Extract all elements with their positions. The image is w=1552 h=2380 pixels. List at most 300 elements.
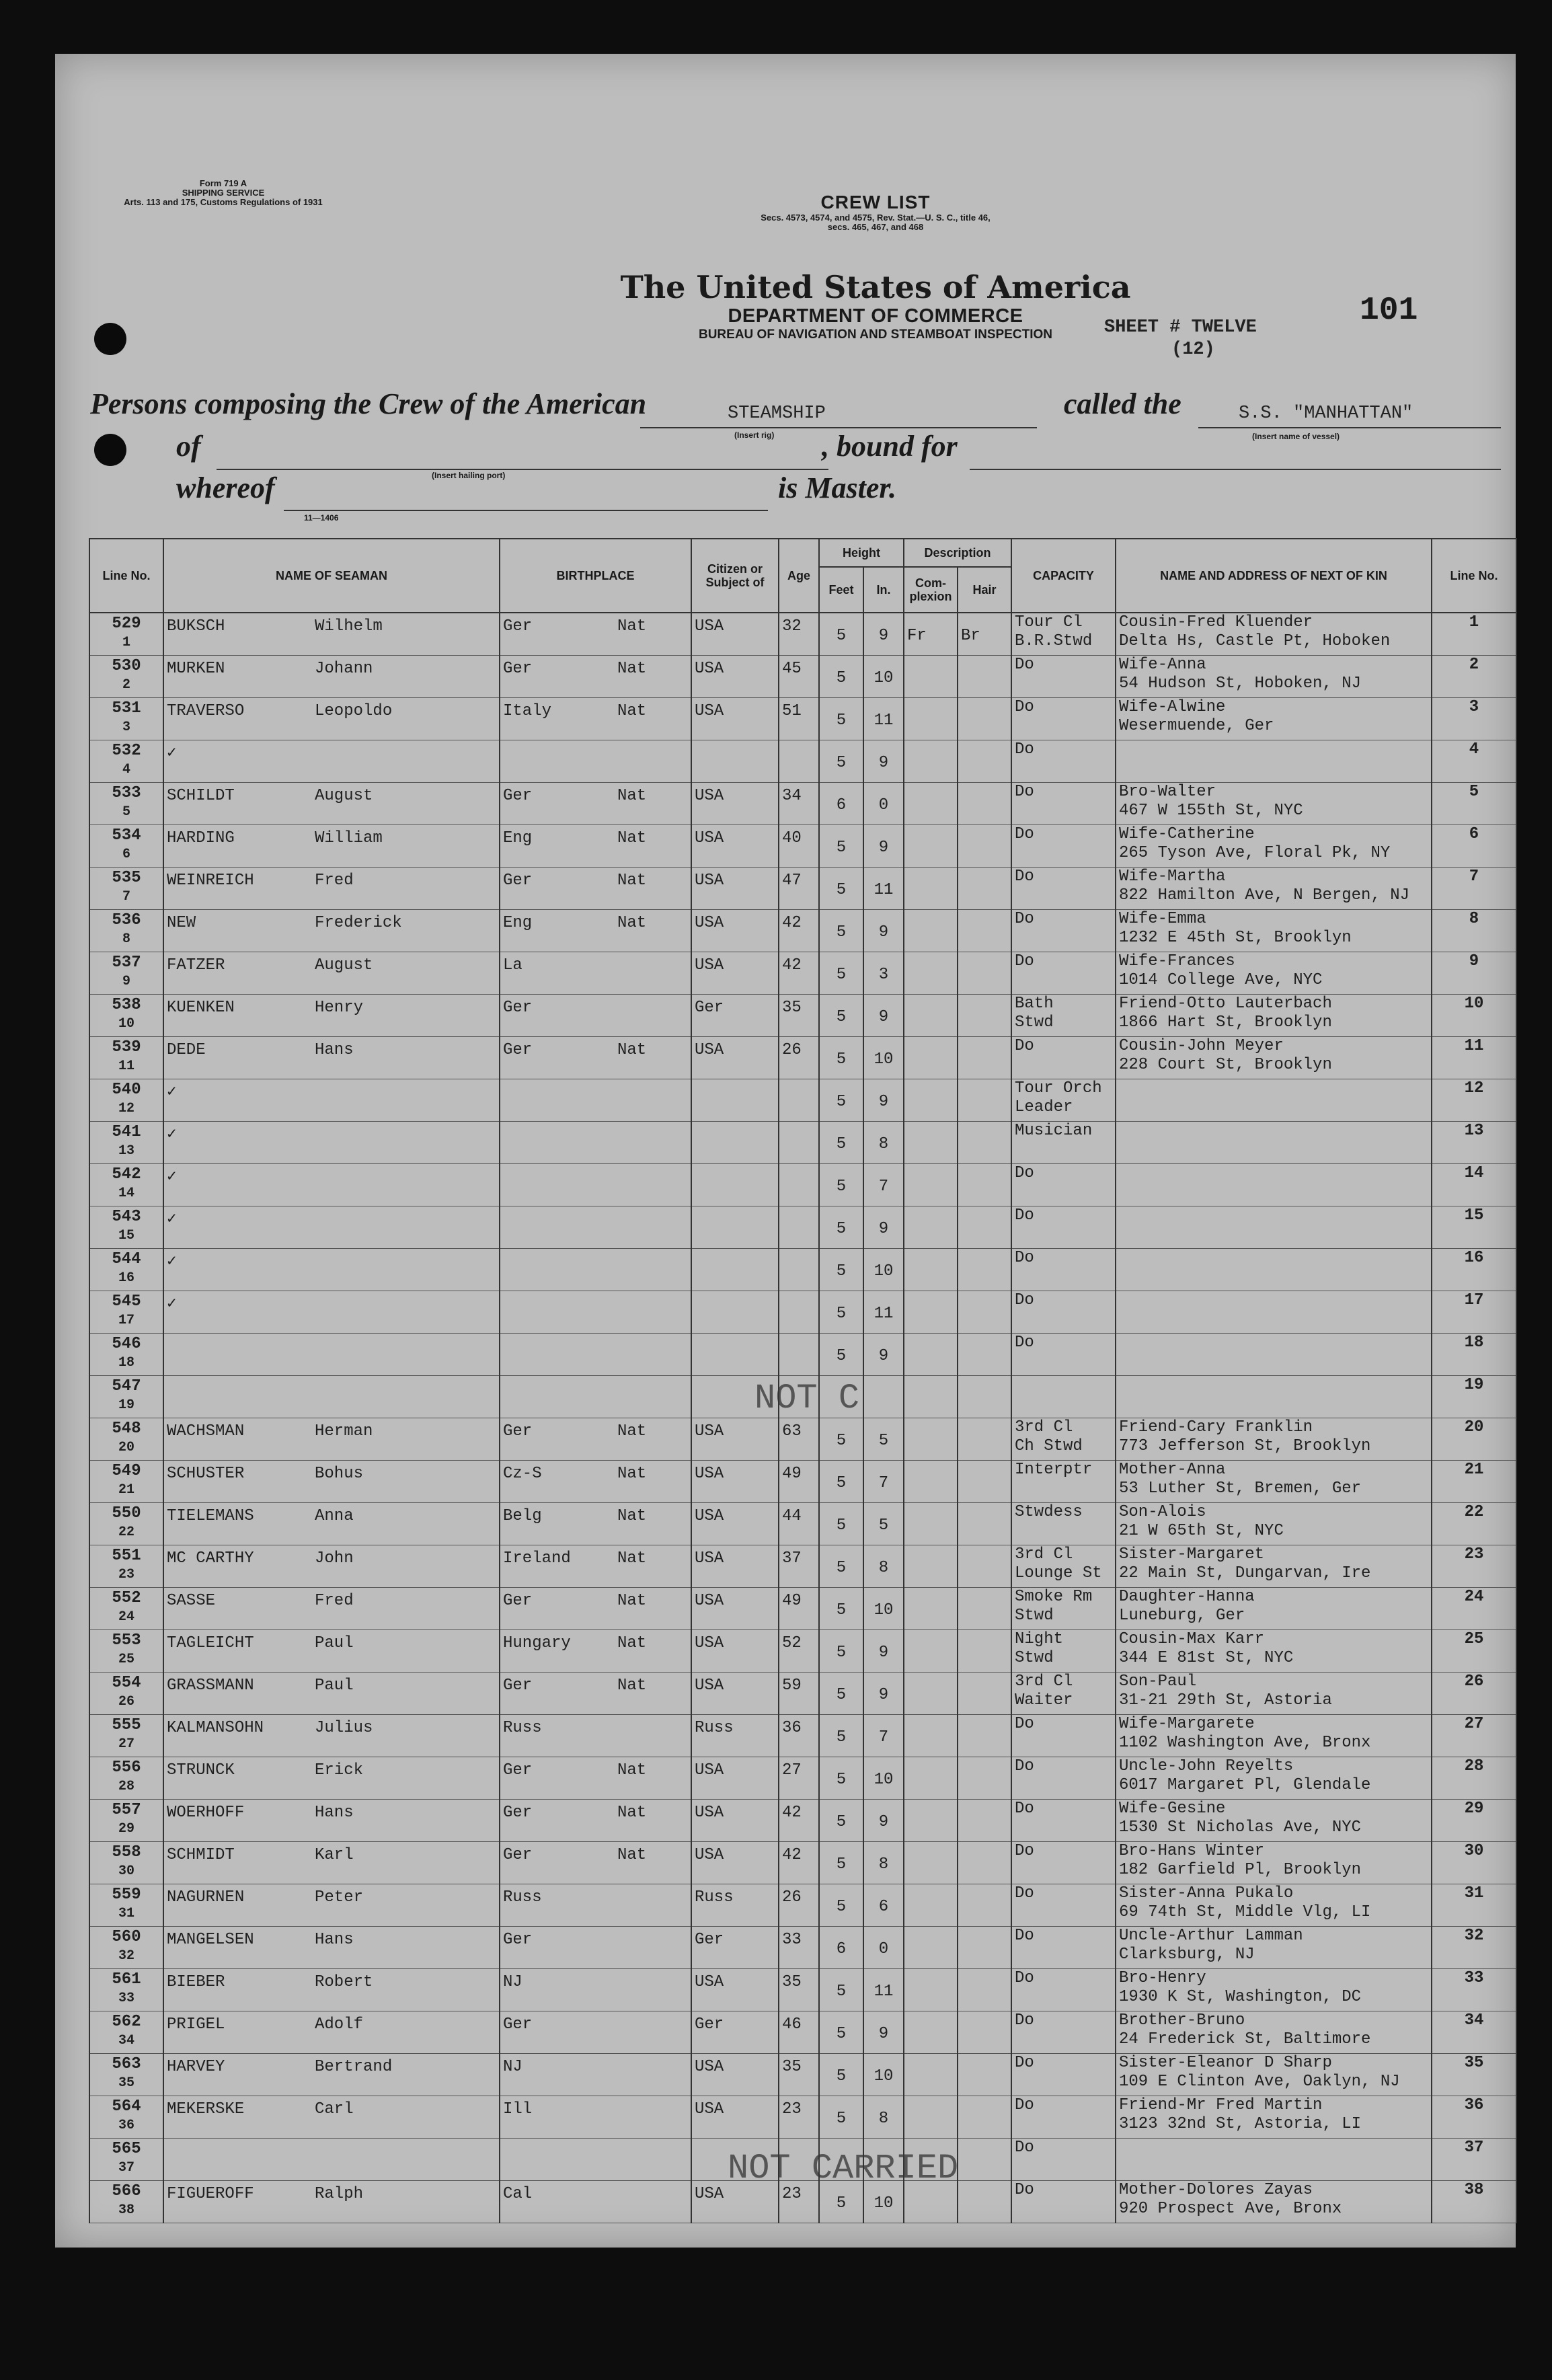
given-name: William: [315, 829, 383, 847]
hair-cell: [958, 1673, 1011, 1715]
age-cell: [779, 2096, 819, 2139]
line-number-right: 34: [1464, 2011, 1484, 2030]
hair-cell: [958, 1122, 1011, 1164]
birthplace: Ger: [503, 1761, 533, 1779]
line-number-right: 23: [1464, 1545, 1484, 1564]
height-inches: 8: [878, 1559, 889, 1577]
age-cell: [779, 825, 819, 868]
hair-cell: [958, 2096, 1011, 2139]
naturalized: Nat: [617, 1592, 647, 1610]
age-cell: [779, 868, 819, 910]
capacity: Do: [1015, 1969, 1034, 1987]
table-row: [89, 2096, 1516, 2139]
capacity-cell: [1011, 1334, 1116, 1376]
line-number-right-cell: [1432, 1334, 1516, 1376]
line-number-right: 16: [1464, 1249, 1484, 1267]
hair: [961, 1037, 1008, 1050]
name-cell: [163, 825, 500, 868]
feet-cell: [819, 1461, 863, 1503]
hair: [961, 2096, 1008, 2110]
complexion-cell: [904, 783, 958, 825]
age-cell: [779, 783, 819, 825]
inches-cell: [863, 1206, 904, 1249]
line-number-cell: [89, 613, 163, 656]
line-number: 2: [122, 677, 130, 693]
age: 26: [782, 1888, 802, 1907]
height-inches: 8: [878, 1135, 889, 1153]
inches-cell: [863, 1842, 904, 1884]
age-cell: [779, 1884, 819, 1927]
feet-cell: [819, 1673, 863, 1715]
inches-cell: [863, 656, 904, 698]
name-cell: [163, 783, 500, 825]
given-name: Bohus: [315, 1465, 364, 1483]
line-number: 13: [118, 1143, 134, 1159]
port-caption: (Insert hailing port): [432, 471, 506, 480]
table-row: [89, 1969, 1516, 2011]
citizenship: USA: [695, 1041, 724, 1059]
line-number: 7: [122, 889, 130, 905]
capacity: Do: [1015, 1164, 1034, 1182]
birthplace-cell: [500, 1249, 691, 1291]
next-of-kin-name: Mother-Dolores Zayas: [1119, 2181, 1313, 2199]
entry-number: 549: [112, 1462, 141, 1480]
hair: [961, 1079, 1008, 1093]
citizen-cell: [691, 740, 779, 783]
age-cell: [779, 1757, 819, 1800]
table-row: [89, 1503, 1516, 1545]
birthplace-cell: [500, 910, 691, 952]
line-number-right: 38: [1464, 2181, 1484, 2199]
called-the-label: called the: [1064, 387, 1181, 420]
citizen-cell: [691, 1715, 779, 1757]
capacity-cell: [1011, 1249, 1116, 1291]
hair-cell: [958, 2181, 1011, 2223]
capacity-cell: [1011, 995, 1116, 1037]
entry-number: 559: [112, 1886, 141, 1904]
capacity-cell: [1011, 2054, 1116, 2096]
inches-cell: [863, 1249, 904, 1291]
citizen-cell: [691, 1206, 779, 1249]
complexion: [907, 1673, 954, 1686]
citizenship: USA: [695, 2058, 724, 2076]
capacity-cell: [1011, 1545, 1116, 1588]
citizenship: USA: [695, 829, 724, 847]
line-number-right: 29: [1464, 1800, 1484, 1818]
citizenship: USA: [695, 1592, 724, 1610]
age: 42: [782, 1804, 802, 1822]
table-row: [89, 910, 1516, 952]
capacity: Do: [1015, 952, 1034, 970]
naturalized: Nat: [617, 1041, 647, 1059]
hair: [961, 1927, 1008, 1940]
citizen-cell: [691, 825, 779, 868]
age: 45: [782, 660, 802, 678]
capacity: Musician: [1015, 1122, 1093, 1140]
age: [782, 1164, 816, 1168]
line-number-right-cell: [1432, 1842, 1516, 1884]
line-number: 23: [118, 1567, 134, 1582]
line-number-right-cell: [1432, 1079, 1516, 1122]
surname: FIGUEROFF: [167, 2185, 254, 2203]
given-name: Adolf: [315, 2016, 364, 2034]
citizenship: Ger: [695, 1931, 724, 1949]
entry-number: 543: [112, 1208, 141, 1226]
entry-number: 546: [112, 1335, 141, 1353]
birthplace-cell: [500, 1164, 691, 1206]
name-cell: [163, 1630, 500, 1673]
complexion-cell: [904, 613, 958, 656]
line-number-right-cell: [1432, 740, 1516, 783]
line-number-right-cell: [1432, 613, 1516, 656]
citizen-cell: [691, 1842, 779, 1884]
line-number-right: 15: [1464, 1206, 1484, 1225]
next-of-kin-cell: [1116, 1122, 1432, 1164]
name-cell: [163, 1079, 500, 1122]
birthplace-cell: [500, 1927, 691, 1969]
age: [782, 1291, 816, 1295]
capacity: Do: [1015, 2181, 1034, 2199]
complexion: [907, 1715, 954, 1728]
line-number: 21: [118, 1482, 134, 1498]
complexion-cell: [904, 698, 958, 740]
vessel-rig: STEAMSHIP: [728, 404, 826, 424]
height-feet: 5: [836, 1686, 847, 1704]
citizen-cell: [691, 868, 779, 910]
line-number-right: 6: [1469, 825, 1479, 843]
next-of-kin-cell: [1116, 1079, 1432, 1122]
line-number-right-cell: [1432, 698, 1516, 740]
table-row: [89, 1757, 1516, 1800]
feet-cell: [819, 1249, 863, 1291]
line-number-cell: [89, 1461, 163, 1503]
age-cell: [779, 1503, 819, 1545]
inches-cell: [863, 1037, 904, 1079]
table-row: [89, 1842, 1516, 1884]
capacity-cell: [1011, 1079, 1116, 1122]
line-number-right-cell: [1432, 2011, 1516, 2054]
citizenship: Ger: [695, 2016, 724, 2034]
next-of-kin-name: Brother-Bruno: [1119, 2011, 1245, 2030]
height-inches: 10: [874, 1771, 894, 1789]
hair-cell: [958, 1800, 1011, 1842]
birthplace-cell: [500, 1800, 691, 1842]
citizenship: USA: [695, 702, 724, 720]
line-number-cell: [89, 1503, 163, 1545]
next-of-kin-address: 31-21 29th St, Astoria: [1119, 1691, 1332, 1710]
name-cell: [163, 1334, 500, 1376]
capacity-cell: [1011, 1164, 1116, 1206]
name-cell: [163, 1927, 500, 1969]
capacity: Do: [1015, 1800, 1034, 1818]
entry-number: 537: [112, 954, 141, 972]
next-of-kin-address: 228 Court St, Brooklyn: [1119, 1056, 1332, 1074]
birthplace: [503, 1088, 617, 1092]
hair: [961, 1334, 1008, 1347]
next-of-kin-name: Uncle-John Reyelts: [1119, 1757, 1294, 1775]
birthplace-cell: [500, 2054, 691, 2096]
age: 33: [782, 1931, 802, 1949]
height-inches: 9: [878, 1813, 889, 1831]
age-cell: [779, 995, 819, 1037]
feet-cell: [819, 783, 863, 825]
complexion-cell: [904, 995, 958, 1037]
hair: [961, 1630, 1008, 1644]
birthplace: Ger: [503, 787, 533, 805]
birthplace: Ger: [503, 2016, 533, 2034]
complexion-cell: [904, 1037, 958, 1079]
complexion: [907, 1164, 954, 1178]
age-cell: [779, 1206, 819, 1249]
feet-cell: [819, 1757, 863, 1800]
capacity-cell: [1011, 1884, 1116, 1927]
next-of-kin-address: 1014 College Ave, NYC: [1119, 971, 1323, 989]
line-number-right-cell: [1432, 2096, 1516, 2139]
next-of-kin-cell: [1116, 1545, 1432, 1588]
age: [782, 1249, 816, 1253]
age-cell: [779, 1927, 819, 1969]
table-row: [89, 1630, 1516, 1673]
next-of-kin-cell: [1116, 1715, 1432, 1757]
feet-cell: [819, 1291, 863, 1334]
age-cell: [779, 1418, 819, 1461]
line-number: 17: [118, 1313, 134, 1328]
given-name: Hans: [315, 1041, 354, 1059]
col-height: Height: [819, 539, 904, 567]
birthplace: Ill: [503, 2100, 533, 2118]
height-inches: 11: [874, 712, 894, 730]
next-of-kin-name: Bro-Walter: [1119, 783, 1216, 801]
feet-cell: [819, 825, 863, 868]
line-number-right: 22: [1464, 1503, 1484, 1521]
complexion-cell: [904, 1461, 958, 1503]
line-number: 5: [122, 804, 130, 820]
height-feet: 6: [836, 796, 847, 814]
surname: STRUNCK: [167, 1761, 235, 1779]
statute-reference: Secs. 4573, 4574, and 4575, Rev. Stat.—U. S. C., title 46,: [761, 213, 991, 223]
next-of-kin-cell: [1116, 952, 1432, 995]
line-number-right-cell: [1432, 783, 1516, 825]
height-feet: 5: [836, 627, 847, 645]
line-number-right-cell: [1432, 1461, 1516, 1503]
capacity-cell: [1011, 1503, 1116, 1545]
hair-cell: [958, 2054, 1011, 2096]
age: 34: [782, 787, 802, 805]
hair-cell: [958, 1249, 1011, 1291]
birthplace: Ger: [503, 999, 533, 1017]
line-number-right-cell: [1432, 1418, 1516, 1461]
name-cell: [163, 2054, 500, 2096]
age-cell: [779, 1291, 819, 1334]
name-cell: [163, 1884, 500, 1927]
citizen-cell: [691, 1461, 779, 1503]
next-of-kin-cell: [1116, 1842, 1432, 1884]
birthplace-cell: [500, 1206, 691, 1249]
entry-number: 563: [112, 2055, 141, 2073]
sheet-label: SHEET # TWELVE: [1104, 317, 1257, 338]
inches-cell: [863, 952, 904, 995]
birthplace-cell: [500, 698, 691, 740]
of-label: of: [176, 430, 201, 463]
complexion: [907, 783, 954, 796]
print-code: 11—1406: [304, 513, 339, 523]
name-cell: [163, 2181, 500, 2223]
height-feet: 5: [836, 966, 847, 984]
line-number: 18: [118, 1355, 134, 1371]
naturalized: Nat: [617, 1549, 647, 1568]
line-number: 31: [118, 1906, 134, 1921]
name-cell: [163, 1969, 500, 2011]
name-cell: [163, 1588, 500, 1630]
complexion-cell: [904, 1884, 958, 1927]
hair-cell: [958, 740, 1011, 783]
col-inches: In.: [863, 567, 904, 613]
complexion-cell: [904, 740, 958, 783]
surname: DEDE: [167, 1041, 206, 1059]
height-inches: 10: [874, 2194, 894, 2213]
citizen-cell: [691, 1630, 779, 1673]
capacity: Do: [1015, 1884, 1034, 1903]
capacity-cell: [1011, 1757, 1116, 1800]
next-of-kin-address: 920 Prospect Ave, Bronx: [1119, 2200, 1342, 2218]
birthplace: Ger: [503, 1931, 533, 1949]
age: 52: [782, 1634, 802, 1652]
name-cell: [163, 1757, 500, 1800]
feet-cell: [819, 656, 863, 698]
capacity: Tour Cl: [1015, 613, 1083, 631]
line-number-right-cell: [1432, 825, 1516, 868]
next-of-kin-address: Wesermuende, Ger: [1119, 717, 1274, 735]
citizen-cell: [691, 2011, 779, 2054]
given-name: Henry: [315, 999, 364, 1017]
line-number-right: 33: [1464, 1969, 1484, 1987]
naturalized: Nat: [617, 1634, 647, 1652]
capacity-cell: [1011, 2096, 1116, 2139]
line-number-right: 4: [1469, 740, 1479, 759]
entry-number: 545: [112, 1293, 141, 1311]
table-row: [89, 1927, 1516, 1969]
complexion: [907, 1334, 954, 1347]
hair: [961, 1249, 1008, 1262]
capacity: Tour Orch: [1015, 1079, 1102, 1098]
citizen-cell: [691, 1334, 779, 1376]
complexion-cell: [904, 1673, 958, 1715]
complexion-cell: [904, 825, 958, 868]
capacity: Do: [1015, 1037, 1034, 1055]
name-cell: [163, 1291, 500, 1334]
feet-cell: [819, 1884, 863, 1927]
height-inches: 0: [878, 1940, 889, 1958]
next-of-kin-cell: [1116, 2181, 1432, 2223]
line-number-cell: [89, 783, 163, 825]
feet-cell: [819, 1206, 863, 1249]
complexion-cell: [904, 1418, 958, 1461]
capacity: Do: [1015, 1757, 1034, 1775]
line-number-cell: [89, 1842, 163, 1884]
given-name: Leopoldo: [315, 702, 393, 720]
col-birthplace: BIRTHPLACE: [500, 539, 691, 613]
surname: [167, 1342, 315, 1346]
birthplace-cell: [500, 1884, 691, 1927]
line-number-right-cell: [1432, 2139, 1516, 2181]
feet-cell: [819, 1800, 863, 1842]
capacity-cell: [1011, 783, 1116, 825]
next-of-kin-name: Uncle-Arthur Lamman: [1119, 1927, 1303, 1945]
line-number-right-cell: [1432, 1164, 1516, 1206]
table-row: [89, 1588, 1516, 1630]
height-inches: 9: [878, 1686, 889, 1704]
entry-number: 533: [112, 784, 141, 802]
complexion-cell: [904, 1164, 958, 1206]
entry-number: 538: [112, 996, 141, 1014]
hair-cell: [958, 1291, 1011, 1334]
citizenship: [695, 1249, 775, 1253]
next-of-kin-address: 182 Garfield Pl, Brooklyn: [1119, 1861, 1362, 1879]
feet-cell: [819, 1079, 863, 1122]
capacity: Do: [1015, 868, 1034, 886]
inches-cell: [863, 2096, 904, 2139]
line-number-right-cell: [1432, 1715, 1516, 1757]
birthplace: Russ: [503, 1719, 542, 1737]
crew-list-heading: [640, 192, 1111, 232]
line-number: 10: [118, 1016, 134, 1032]
complexion: [907, 825, 954, 839]
age-cell: [779, 656, 819, 698]
line-number: 4: [122, 762, 130, 777]
capacity-cell: [1011, 868, 1116, 910]
line-number-cell: [89, 1588, 163, 1630]
capacity-cell: [1011, 2011, 1116, 2054]
age: 26: [782, 1041, 802, 1059]
line-number: 35: [118, 2075, 134, 2091]
line-number: 22: [118, 1525, 134, 1540]
age: [782, 1206, 816, 1211]
hair: [961, 1291, 1008, 1305]
complexion: [907, 740, 954, 754]
col-hair: Hair: [958, 567, 1011, 613]
citizen-cell: [691, 1969, 779, 2011]
given-name: Paul: [315, 1677, 354, 1695]
height-inches: 9: [878, 923, 889, 942]
line-number: 25: [118, 1652, 134, 1667]
hair: [961, 1969, 1008, 1983]
table-row: [89, 1334, 1516, 1376]
age-cell: [779, 1249, 819, 1291]
next-of-kin-name: Wife-Catherine: [1119, 825, 1255, 843]
line-number-cell: [89, 1927, 163, 1969]
feet-cell: [819, 1334, 863, 1376]
citizenship: [695, 1206, 775, 1211]
age-cell: [779, 1715, 819, 1757]
name-cell: [163, 1164, 500, 1206]
name-cell: [163, 1715, 500, 1757]
next-of-kin-name: Mother-Anna: [1119, 1461, 1226, 1479]
entry-number: 564: [112, 2098, 141, 2116]
line-number-cell: [89, 1122, 163, 1164]
inches-cell: [863, 1545, 904, 1588]
line-number: 12: [118, 1101, 134, 1116]
hair: [961, 1842, 1008, 1855]
feet-cell: [819, 2011, 863, 2054]
hair: [961, 1164, 1008, 1178]
surname: SCHILDT: [167, 787, 235, 805]
height-inches: 10: [874, 2067, 894, 2085]
age-cell: [779, 1969, 819, 2011]
citizenship: [695, 1334, 775, 1338]
citizen-cell: [691, 1757, 779, 1800]
capacity-cell: [1011, 952, 1116, 995]
next-of-kin-name: Sister-Margaret: [1119, 1545, 1265, 1564]
